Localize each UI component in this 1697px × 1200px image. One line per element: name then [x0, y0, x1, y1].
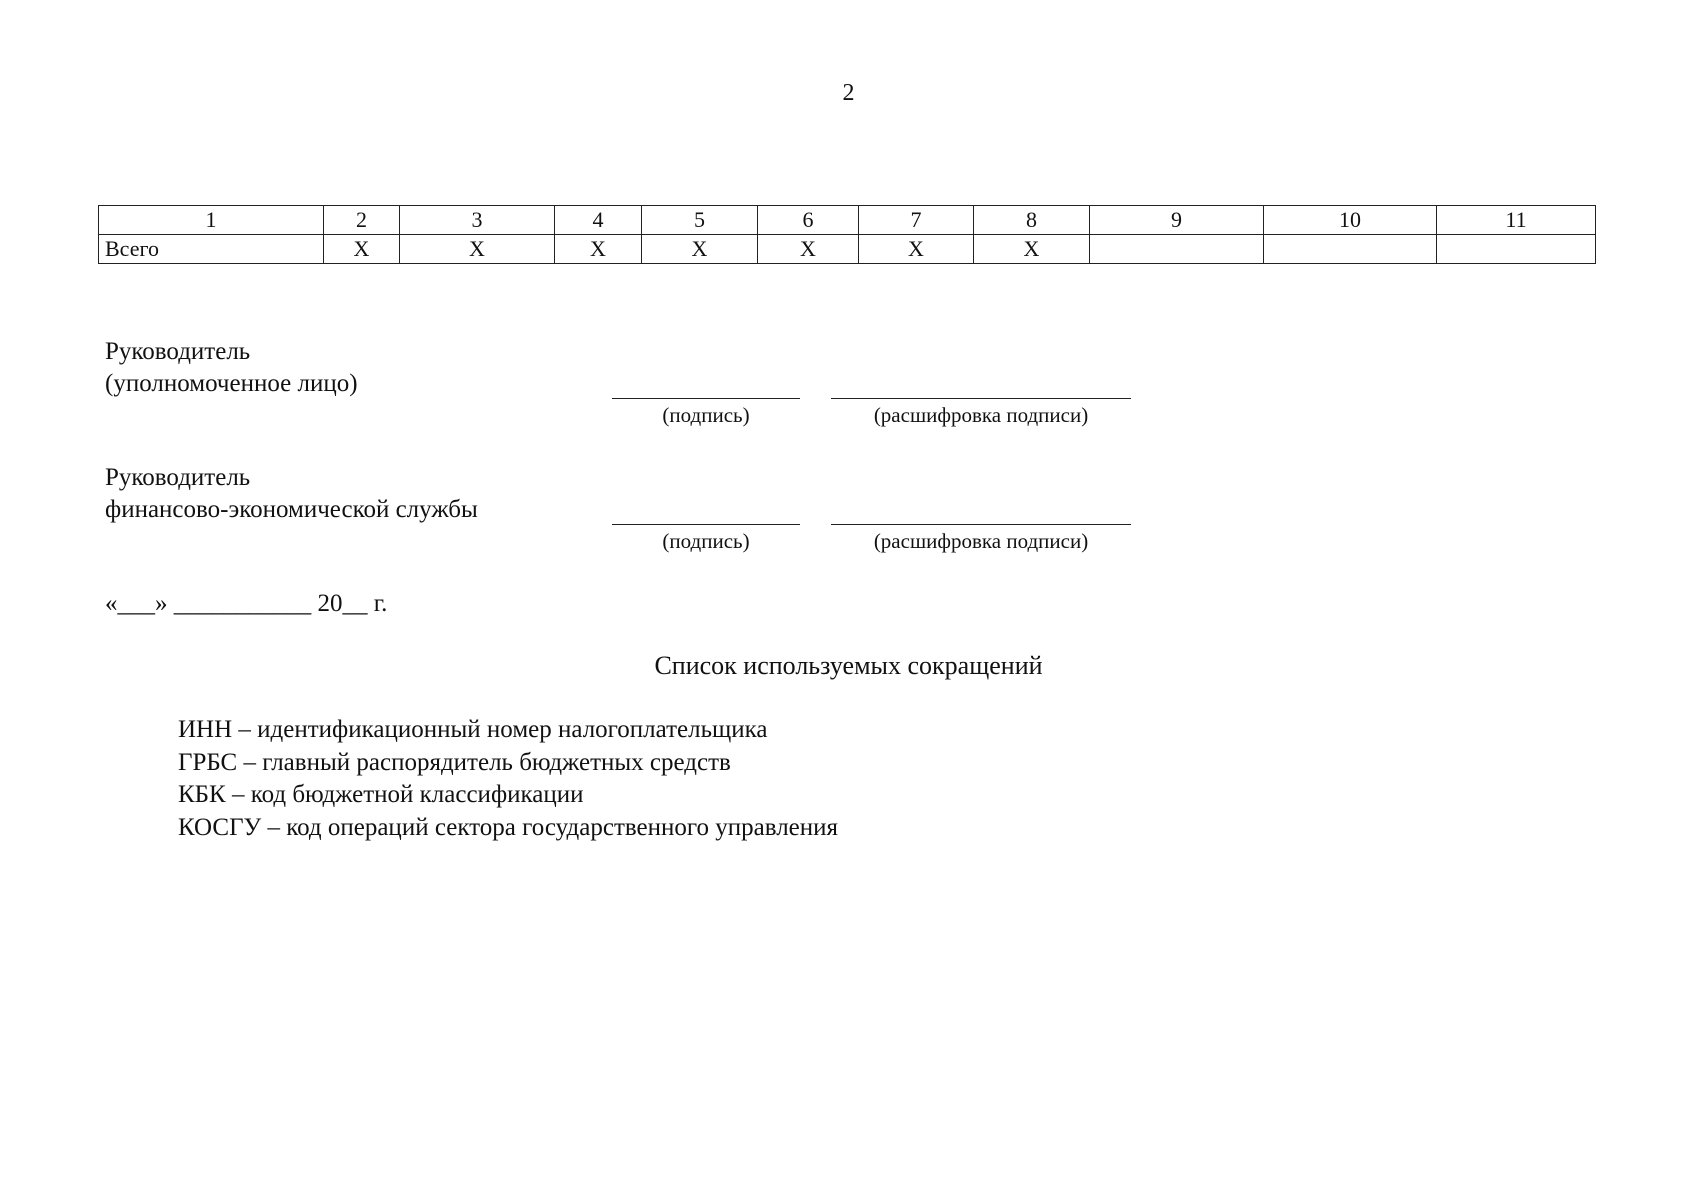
table-total-row — [99, 235, 1596, 264]
signature-caption: (подпись) — [662, 529, 750, 553]
table-header-cell: 8 — [974, 206, 1090, 235]
signature-title-line1: Руководитель — [105, 338, 251, 365]
table-header-cell: 7 — [859, 206, 974, 235]
table-cell: X — [758, 235, 859, 264]
name-line — [831, 524, 1131, 525]
table-cell: X — [974, 235, 1090, 264]
table-header-cell: 11 — [1437, 206, 1596, 235]
signature-title-line1: Руководитель — [105, 464, 251, 491]
table-header-cell: 2 — [324, 206, 400, 235]
abbreviations-title: Список используемых сокращений — [654, 651, 1043, 680]
table-header-row — [99, 206, 1596, 235]
name-line — [831, 398, 1131, 399]
date-line: «___» ___________ 20__ г. — [105, 590, 388, 617]
table-cell — [1264, 235, 1437, 264]
table-header-cell: 4 — [555, 206, 642, 235]
abbreviation-item: КОСГУ – код операций сектора государственного управления — [178, 813, 839, 841]
table-header-cell: 1 — [99, 206, 324, 235]
name-caption: (расшифровка подписи) — [873, 403, 1089, 427]
signature-line — [612, 524, 800, 525]
abbreviations-list — [178, 714, 838, 844]
table-cell: X — [859, 235, 974, 264]
abbreviation-item: КБК – код бюджетной классификации — [178, 781, 584, 808]
signature-title-line2: финансово-экономической службы — [105, 496, 478, 523]
table-header-cell: 6 — [758, 206, 859, 235]
table-cell — [1090, 235, 1264, 264]
abbreviation-item: ИНН – идентификационный номер налогоплательщика — [178, 716, 768, 743]
signature-title-line2: (уполномоченное лицо) — [105, 370, 358, 397]
table-cell: X — [324, 235, 400, 264]
table-cell: X — [400, 235, 555, 264]
table-header-cell: 10 — [1264, 206, 1437, 235]
table-header-cell: 9 — [1090, 206, 1264, 235]
totals-table — [98, 205, 1596, 264]
table-cell: X — [642, 235, 758, 264]
abbreviation-item: ГРБС – главный распорядитель бюджетных средств — [178, 748, 731, 776]
signature-caption: (подпись) — [662, 403, 750, 427]
page-number: 2 — [842, 80, 855, 106]
name-caption: (расшифровка подписи) — [873, 529, 1089, 553]
table-cell — [1437, 235, 1596, 264]
table-cell: X — [555, 235, 642, 264]
table-header-cell: 5 — [642, 206, 758, 235]
table-header-cell: 3 — [400, 206, 555, 235]
table-total-label: Всего — [99, 235, 324, 264]
signature-line — [612, 398, 800, 399]
